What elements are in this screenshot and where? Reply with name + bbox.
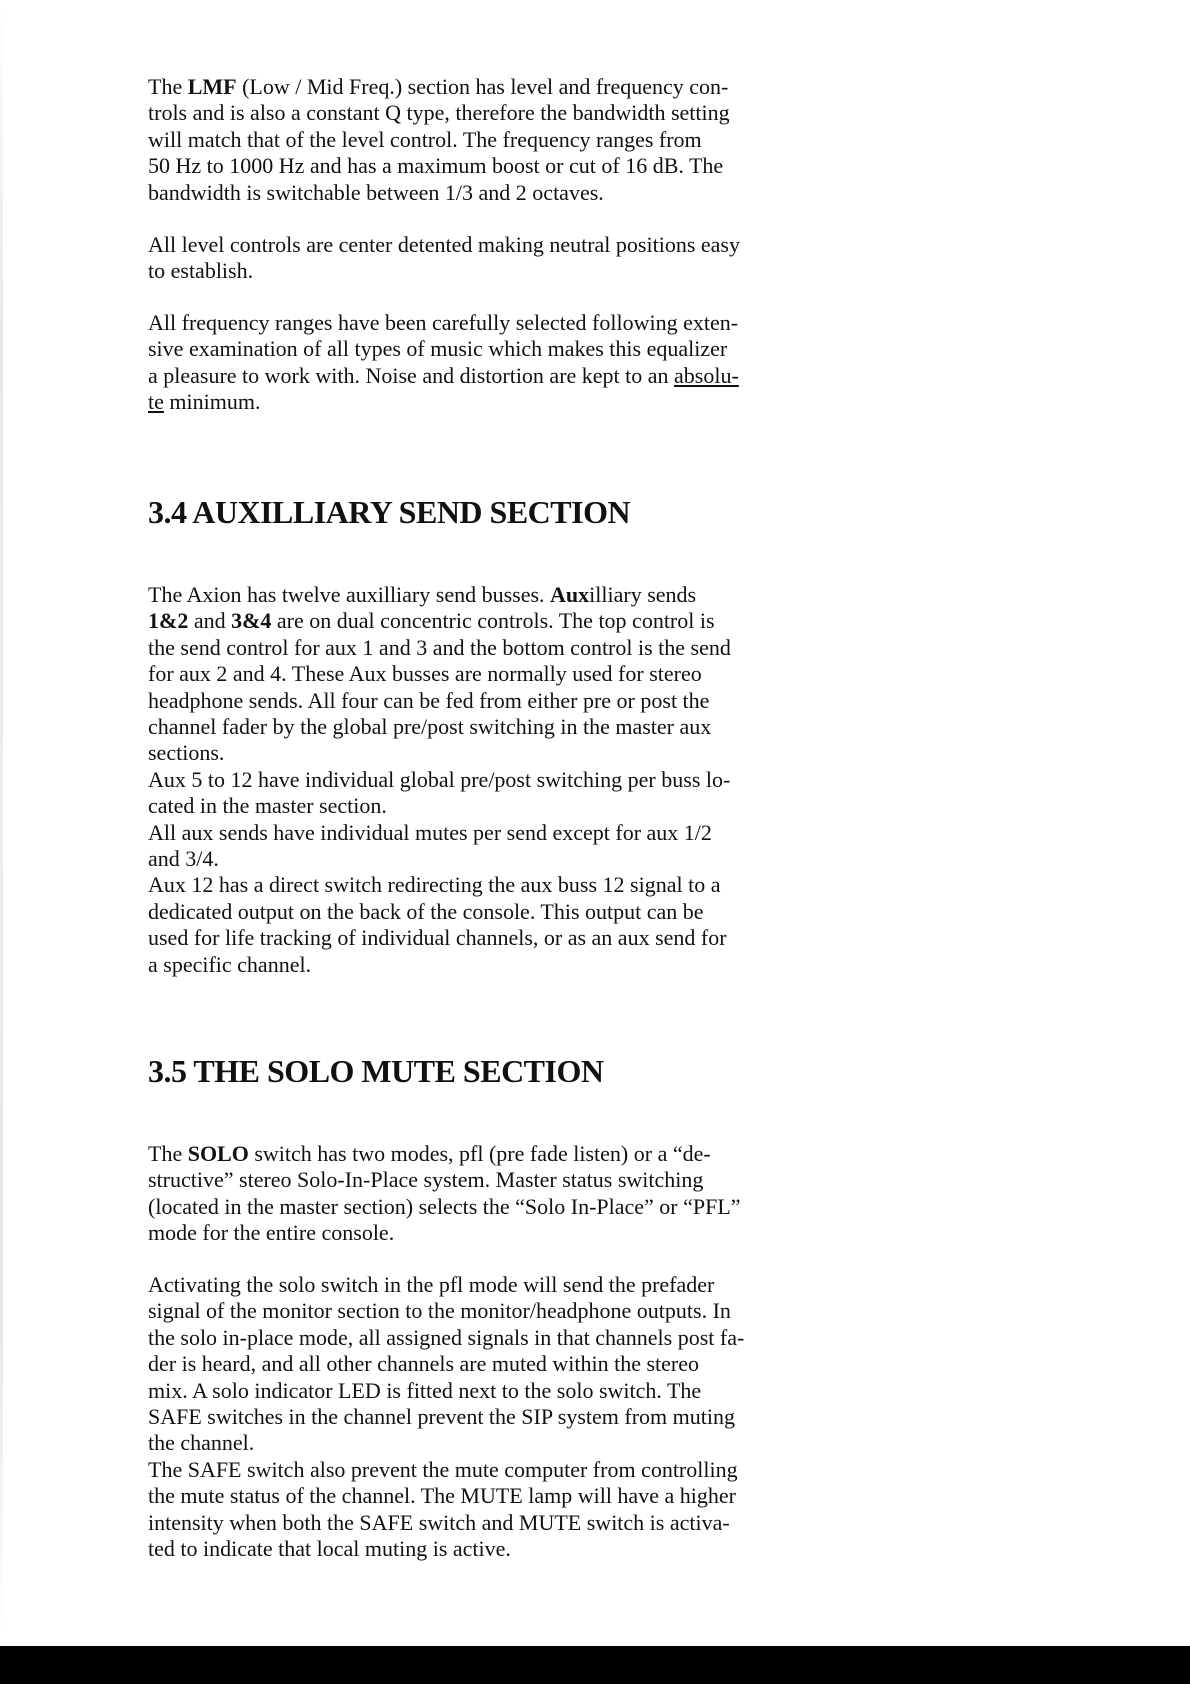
term-3-4: 3&4 xyxy=(231,608,272,634)
text-line: channel fader by the global pre/post switching in the master aux xyxy=(148,714,712,740)
text-line: used for life tracking of individual channels, or as an aux send for xyxy=(148,925,727,951)
text-run: The xyxy=(148,1141,188,1166)
text-line: dedicated output on the back of the console. This output can be xyxy=(148,898,704,924)
underlined-word: absolu- xyxy=(674,362,739,388)
term-solo: SOLO xyxy=(187,1141,249,1166)
text-line xyxy=(148,363,808,389)
text-line: sections. xyxy=(148,740,225,766)
text-run: minimum. xyxy=(163,389,261,415)
text-line: 50 Hz to 1000 Hz and has a maximum boost or cut of 16 dB. The xyxy=(148,153,724,179)
underlined-word: te xyxy=(148,389,164,415)
level-controls-paragraph xyxy=(148,232,808,285)
term-1-2: 1&2 xyxy=(148,608,189,634)
text-line: Aux 5 to 12 have individual global pre/post switching per buss lo- xyxy=(148,766,731,792)
text-run: (Low / Mid Freq.) section has level and frequency con- xyxy=(236,74,729,99)
text-line: cated in the master section. xyxy=(148,793,387,819)
text-line: mix. A solo indicator LED is fitted next to the solo switch. The xyxy=(148,1377,702,1403)
text-line: will match that of the level control. The frequency ranges from xyxy=(148,126,702,152)
text-line: All aux sends have individual mutes per send except for aux 1/2 xyxy=(148,819,712,845)
text-line: to establish. xyxy=(148,258,254,284)
text-line: sive examination of all types of music which makes this equalizer xyxy=(148,336,728,362)
text-line: bandwidth is switchable between 1/3 and 2 octaves. xyxy=(148,179,604,205)
scan-bottom-border xyxy=(0,1646,1190,1684)
text-run: illiary sends xyxy=(589,582,697,607)
text-line: Aux 12 has a direct switch redirecting the aux buss 12 signal to a xyxy=(148,872,721,898)
text-line: headphone sends. All four can be fed from either pre or post the xyxy=(148,687,710,713)
solo-switch-paragraph xyxy=(148,1141,808,1247)
text-line: intensity when both the SAFE switch and MUTE switch is activa- xyxy=(148,1509,730,1535)
scan-edge-shadow xyxy=(0,0,3,1640)
text-line: SAFE switches in the channel prevent the SIP system from muting xyxy=(148,1404,735,1430)
section-heading-3-5: 3.5 THE SOLO MUTE SECTION xyxy=(148,1053,604,1089)
term-aux: Aux xyxy=(550,582,590,607)
text-line: structive” stereo Solo-In-Place system. Master status switching xyxy=(148,1167,704,1193)
text-line: the send control for aux 1 and 3 and the bottom control is the send xyxy=(148,634,731,660)
text-line xyxy=(148,582,808,608)
text-run: a pleasure to work with. Noise and distortion are kept to an xyxy=(148,362,675,388)
text-run: are on dual concentric controls. The top control is xyxy=(271,608,715,634)
text-line: for aux 2 and 4. These Aux busses are normally used for stereo xyxy=(148,661,702,687)
text-line: ted to indicate that local muting is active. xyxy=(148,1536,511,1562)
section-heading-3-4: 3.4 AUXILLIARY SEND SECTION xyxy=(148,494,631,530)
text-line: The SAFE switch also prevent the mute computer from controlling xyxy=(148,1456,738,1482)
text-run: The xyxy=(148,74,188,99)
text-run: and xyxy=(188,608,232,634)
text-line xyxy=(148,608,808,634)
text-line: and 3/4. xyxy=(148,846,219,872)
term-lmf: LMF xyxy=(187,74,237,99)
text-run: switch has two modes, pfl (pre fade listen) or a “de- xyxy=(248,1141,711,1166)
text-line: mode for the entire console. xyxy=(148,1220,395,1246)
text-line: the solo in-place mode, all assigned signals in that channels post fa- xyxy=(148,1324,745,1350)
text-line: All level controls are center detented making neutral positions easy xyxy=(148,232,740,257)
aux-send-paragraph xyxy=(148,582,808,978)
text-line: der is heard, and all other channels are muted within the stereo xyxy=(148,1351,700,1377)
text-line: the mute status of the channel. The MUTE lamp will have a higher xyxy=(148,1483,736,1509)
text-line: signal of the monitor section to the monitor/headphone outputs. In xyxy=(148,1298,731,1324)
text-line: (located in the master section) selects the “Solo In-Place” or “PFL” xyxy=(148,1193,741,1219)
lmf-paragraph xyxy=(148,74,808,206)
text-line: a specific channel. xyxy=(148,951,312,977)
text-line: the channel. xyxy=(148,1430,255,1456)
text-run: The Axion has twelve auxilliary send busses. xyxy=(148,582,551,607)
text-line: Activating the solo switch in the pfl mode will send the prefader xyxy=(148,1272,715,1297)
frequency-ranges-paragraph xyxy=(148,310,808,416)
text-line: trols and is also a constant Q type, therefore the bandwidth setting xyxy=(148,100,730,126)
text-line xyxy=(148,1141,808,1167)
pfl-mode-paragraph xyxy=(148,1272,808,1562)
text-line xyxy=(148,389,808,415)
text-line xyxy=(148,74,808,100)
text-line: All frequency ranges have been carefully selected following exten- xyxy=(148,310,739,335)
